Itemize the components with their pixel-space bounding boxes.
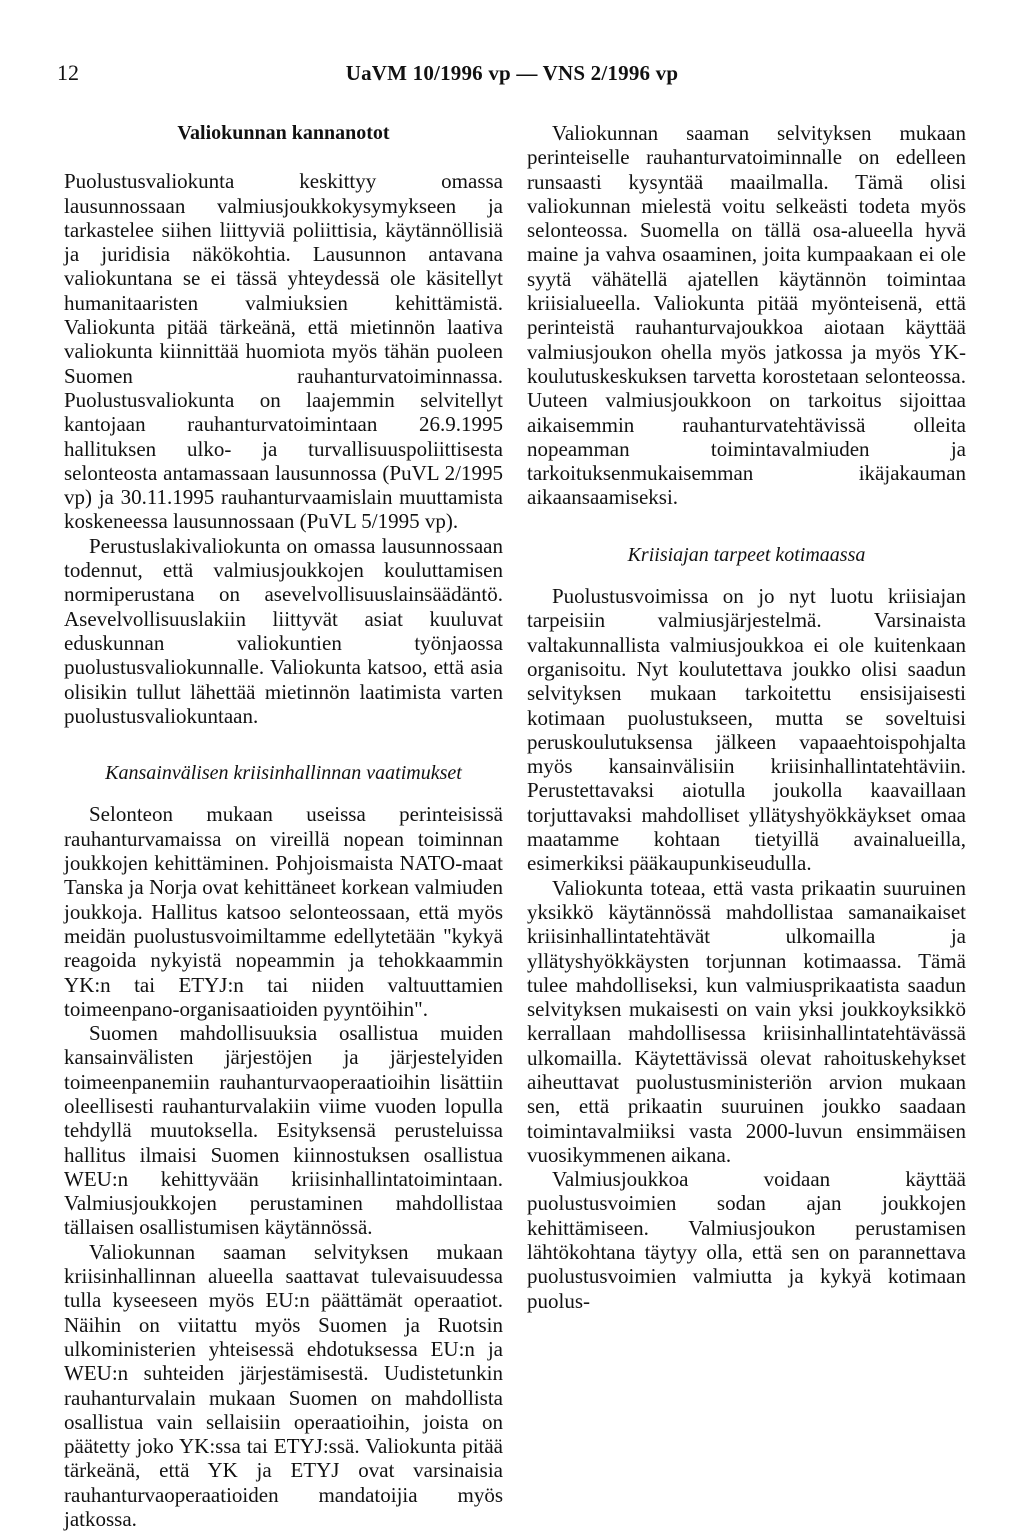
paragraph: Valiokunnan saaman selvityksen mukaan perinteiselle rauhanturvatoiminnalle on edelleen runsaasti kysyntää maailmalla. Tämä olisi valiokunnan mielestä voitu selkeästi todeta myös selonteossa. Suomella on tällä osa-alueella hyvä maine ja vahva osaaminen, joita kumpaakaan ei ole syytä vähätellä ajatellen käytännön toimintaa kriisialueella. Valiokunta pitää myönteisenä, että perinteistä rauhanturvajoukkoa aiotaan käyttää valmiusjoukon ohella myös jatkossa ja myös YK-koulutuskeskuksen tarvetta korostetaan selonteossa. Uuteen valmiusjoukkoon on tarkoitus sijoittaa aikaisemmin rauhanturvatehtävissä olleita nopeamman toimintavalmiuden ja tarkoituksenmukaisemman ikäjakauman aikaansaamiseksi. bbox=[527, 121, 966, 510]
paragraph: Valmiusjoukkoa voidaan käyttää puolustusvoimien sodan ajan joukkojen kehittämiseen. Valmiusjoukon perustamisen lähtökohtana täytyy olla, että sen on parannettava puolustusvoimien valmiutta ja kykyä kotimaan puolus- bbox=[527, 1167, 966, 1313]
right-column bbox=[527, 121, 966, 1313]
paragraph: Valiokunta toteaa, että vasta prikaatin suuruinen yksikkö käytännössä mahdollistaa samanaikaiset kriisinhallintatehtävät ulkomailla ja yllätyshyökkäysten torjunnan kotimaassa. Tämä tulee mahdolliseksi, kun valmiusprikaatista saadun selvityksen mukaisesti on vain yksi joukkoyksikkö kerrallaan mahdollisessa kriisinhallintatehtävässä ulkomailla. Käytettävissä olevat rahoituskehykset aiheuttavat puolustusministeriön arvion mukaan sen, että prikaatin suuruinen joukko saadaan toimintavalmiiksi vasta 2000-luvun ensimmäisen vuosikymmenen aikana. bbox=[527, 875, 966, 1167]
paragraph: Valiokunnan saaman selvityksen mukaan kriisinhallinnan alueella saattavat tulevaisuudessa tulla kyseeseen myös EU:n päättämät operaatiot. Näihin on viitattu myös Suomen ja Ruotsin ulkoministerien yhteisessä ehdotuksessa EU:n ja WEU:n suhteiden järjestämisestä. Uudistetunkin rauhanturvalain mukaan Suomen on mahdollista osallistua vain sellaisiin operaatioihin, joista on päätetty joko YK:ssa tai ETYJ:ssä. Valiokunta pitää tärkeänä, että YK ja ETYJ ovat varsinaisia rauhanturvaoperaatioiden mandatoijia myös jatkossa. bbox=[64, 1239, 503, 1531]
paragraph: Suomen mahdollisuuksia osallistua muiden kansainvälisten järjestöjen ja järjestelyiden toimeenpanemiin rauhanturvaoperaatioihin lisättiin oleellisesti rauhanturvalakiin viime vuoden lopulla tehdyllä muutoksella. Esityksensä perusteluissa hallitus ilmaisi Suomen kiinnostuksen osallistua WEU:n kehittyvään kriisinhallintatoimintaan. Valmiusjoukkojen perustaminen mahdollistaa tällaisen osallistumisen käytännössä. bbox=[64, 1021, 503, 1240]
paragraph: Puolustusvaliokunta keskittyy omassa lausunnossaan valmiusjoukkokysymykseen ja tarkastelee siihen liittyviä poliittisia, käytännöllisiä ja juridisia näkökohtia. Lausunnon antavana valiokuntana se ei tässä yhteydessä ole käsitellyt humanitaaristen valmiuksien kehittämistä. Valiokunta pitää tärkeänä, että mietinnön laativa valiokunta kiinnittää huomiota myös tähän puoleen Suomen rauhanturvatoiminnassa. Puolustusvaliokunta on laajemmin selvitellyt kantojaan rauhanturvatoimintaan 26.9.1995 hallituksen ulko- ja turvallisuuspoliittisesta selonteosta antamassaan lausunnossa (PuVL 2/1995 vp) ja 30.11.1995 rauhanturvaamislain muuttamista koskeneessa lausunnossaan (PuVL 5/1995 vp). bbox=[64, 169, 503, 534]
paragraph: Selonteon mukaan useissa perinteisissä rauhanturvamaissa on vireillä nopean toiminnan joukkojen kehittäminen. Pohjoismaista NATO-maat Tanska ja Norja ovat kehittäneet korkean valmiuden joukkoja. Hallitus katsoo selonteossaan, että myös meidän puolustusvoimiltamme edellytetään "kykyä reagoida nykyistä nopeammin ja tehokkaammin YK:n tai ETYJ:n tai niiden valtuuttamien toimeenpano-organisaatioiden pyyntöihin". bbox=[64, 802, 503, 1021]
left-column bbox=[64, 121, 503, 1531]
section-title: Valiokunnan kannanotot bbox=[177, 122, 390, 144]
subheading: Kriisiajan tarpeet kotimaassa bbox=[627, 543, 866, 566]
subheading: Kansainvälisen kriisinhallinnan vaatimukset bbox=[105, 762, 462, 785]
paragraph: Puolustusvoimissa on jo nyt luotu kriisiajan tarpeisiin valmiusjärjestelmä. Varsinaista valtakunnallista valmiusjoukkoa ei ole kuitenkaan organisoitu. Nyt koulutettava joukko olisi saadun selvityksen mukaan tarkoitettu ensisijaisesti kotimaan puolustukseen, mutta se soveltuisi peruskoulutuksensa jälkeen vapaaehtoispohjalta myös kansainvälisiin kriisinhallintatehtäviin. Perustettavaksi aiotulla joukolla kaavaillaan torjuttavaksi mahdolliset yllätyshyökkäykset omaa maatamme kohtaan tietyillä avainalueilla, esimerkiksi pääkaupunkiseudulla. bbox=[527, 584, 966, 876]
running-header: UaVM 10/1996 vp — VNS 2/1996 vp bbox=[345, 61, 679, 85]
page-number: 12 bbox=[57, 60, 79, 85]
paragraph: Perustuslakivaliokunta on omassa lausunnossaan todennut, että valmiusjoukkojen kouluttamisen normiperustana on asevelvollisuuslainsäädäntö. Asevelvollisuuslakiin liittyvät asiat kuuluvat eduskunnan valiokuntien työnjaossa puolustusvaliokunnalle. Valiokunta katsoo, että asia olisikin tullut lähettää mietinnön laatimista varten puolustusvaliokuntaan. bbox=[64, 533, 503, 728]
